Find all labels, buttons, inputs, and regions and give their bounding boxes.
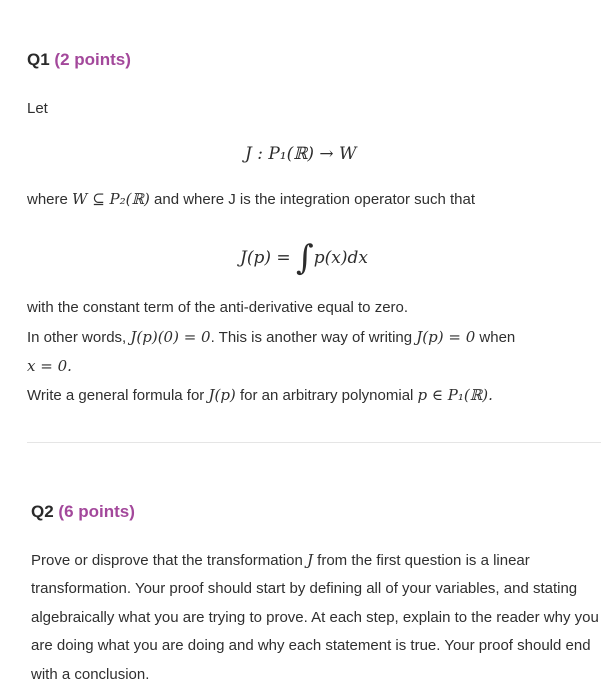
q1-write-pre: Write a general formula for <box>27 387 209 404</box>
q1-other-mid: . This is another way of writing <box>210 329 417 346</box>
q1-points: (2 points) <box>54 50 131 69</box>
q1-other-pre: In other words, <box>27 329 131 346</box>
q1-write-math1: J(p) <box>208 386 236 404</box>
q2-label: Q2 <box>31 502 54 521</box>
q1-write-math2: p ∈ P₁(ℝ). <box>417 386 493 404</box>
q1-other-post: when <box>475 329 516 346</box>
q2-heading <box>31 502 135 522</box>
q1-other-math1: J(p)(0) = 0 <box>130 328 211 346</box>
q2-para-pre: Prove or disprove that the transformation <box>31 552 307 569</box>
q1-write-mid: for an arbitrary polynomial <box>235 387 418 404</box>
q1-eq2-rhs: p(x)dx <box>313 248 368 268</box>
q1-eq2-lhs: J(p) = <box>240 248 297 268</box>
section-divider <box>27 442 601 443</box>
q1-where-post: and where J is the integration operator such that <box>149 191 476 208</box>
integral-sign-icon: ∫ <box>296 238 314 278</box>
q1-let: Let <box>27 100 48 117</box>
q2-para-post: from the first question is a linear transformation. Your proof should start by defining all of your variables, and stating algebraically what you are trying to prove. At each step, explain to the reader why you are doing what you are doing and why each statement is true. Your proof should end with a conclusion. <box>31 552 599 683</box>
q2-para-math: J <box>306 551 313 569</box>
q2-points: (6 points) <box>58 502 135 521</box>
q1-where-pre: where <box>27 191 73 208</box>
q1-other-math2: J(p) = 0 <box>416 328 476 346</box>
q1-constant-line: with the constant term of the anti-derivative equal to zero. <box>27 299 409 316</box>
q1-other-words-line <box>27 328 515 346</box>
q1-write-line <box>27 386 493 404</box>
q1-where-line <box>27 190 475 208</box>
q1-where-math: W ⊆ P₂(ℝ) <box>72 190 150 208</box>
q1-equation-mapping: J : P₁(ℝ) → W <box>245 144 357 164</box>
q1-equation-integral <box>240 232 368 278</box>
q1-x-equals-zero: x = 0. <box>27 357 72 375</box>
q1-label: Q1 <box>27 50 50 69</box>
q2-paragraph <box>31 546 603 689</box>
q1-heading <box>27 50 131 70</box>
